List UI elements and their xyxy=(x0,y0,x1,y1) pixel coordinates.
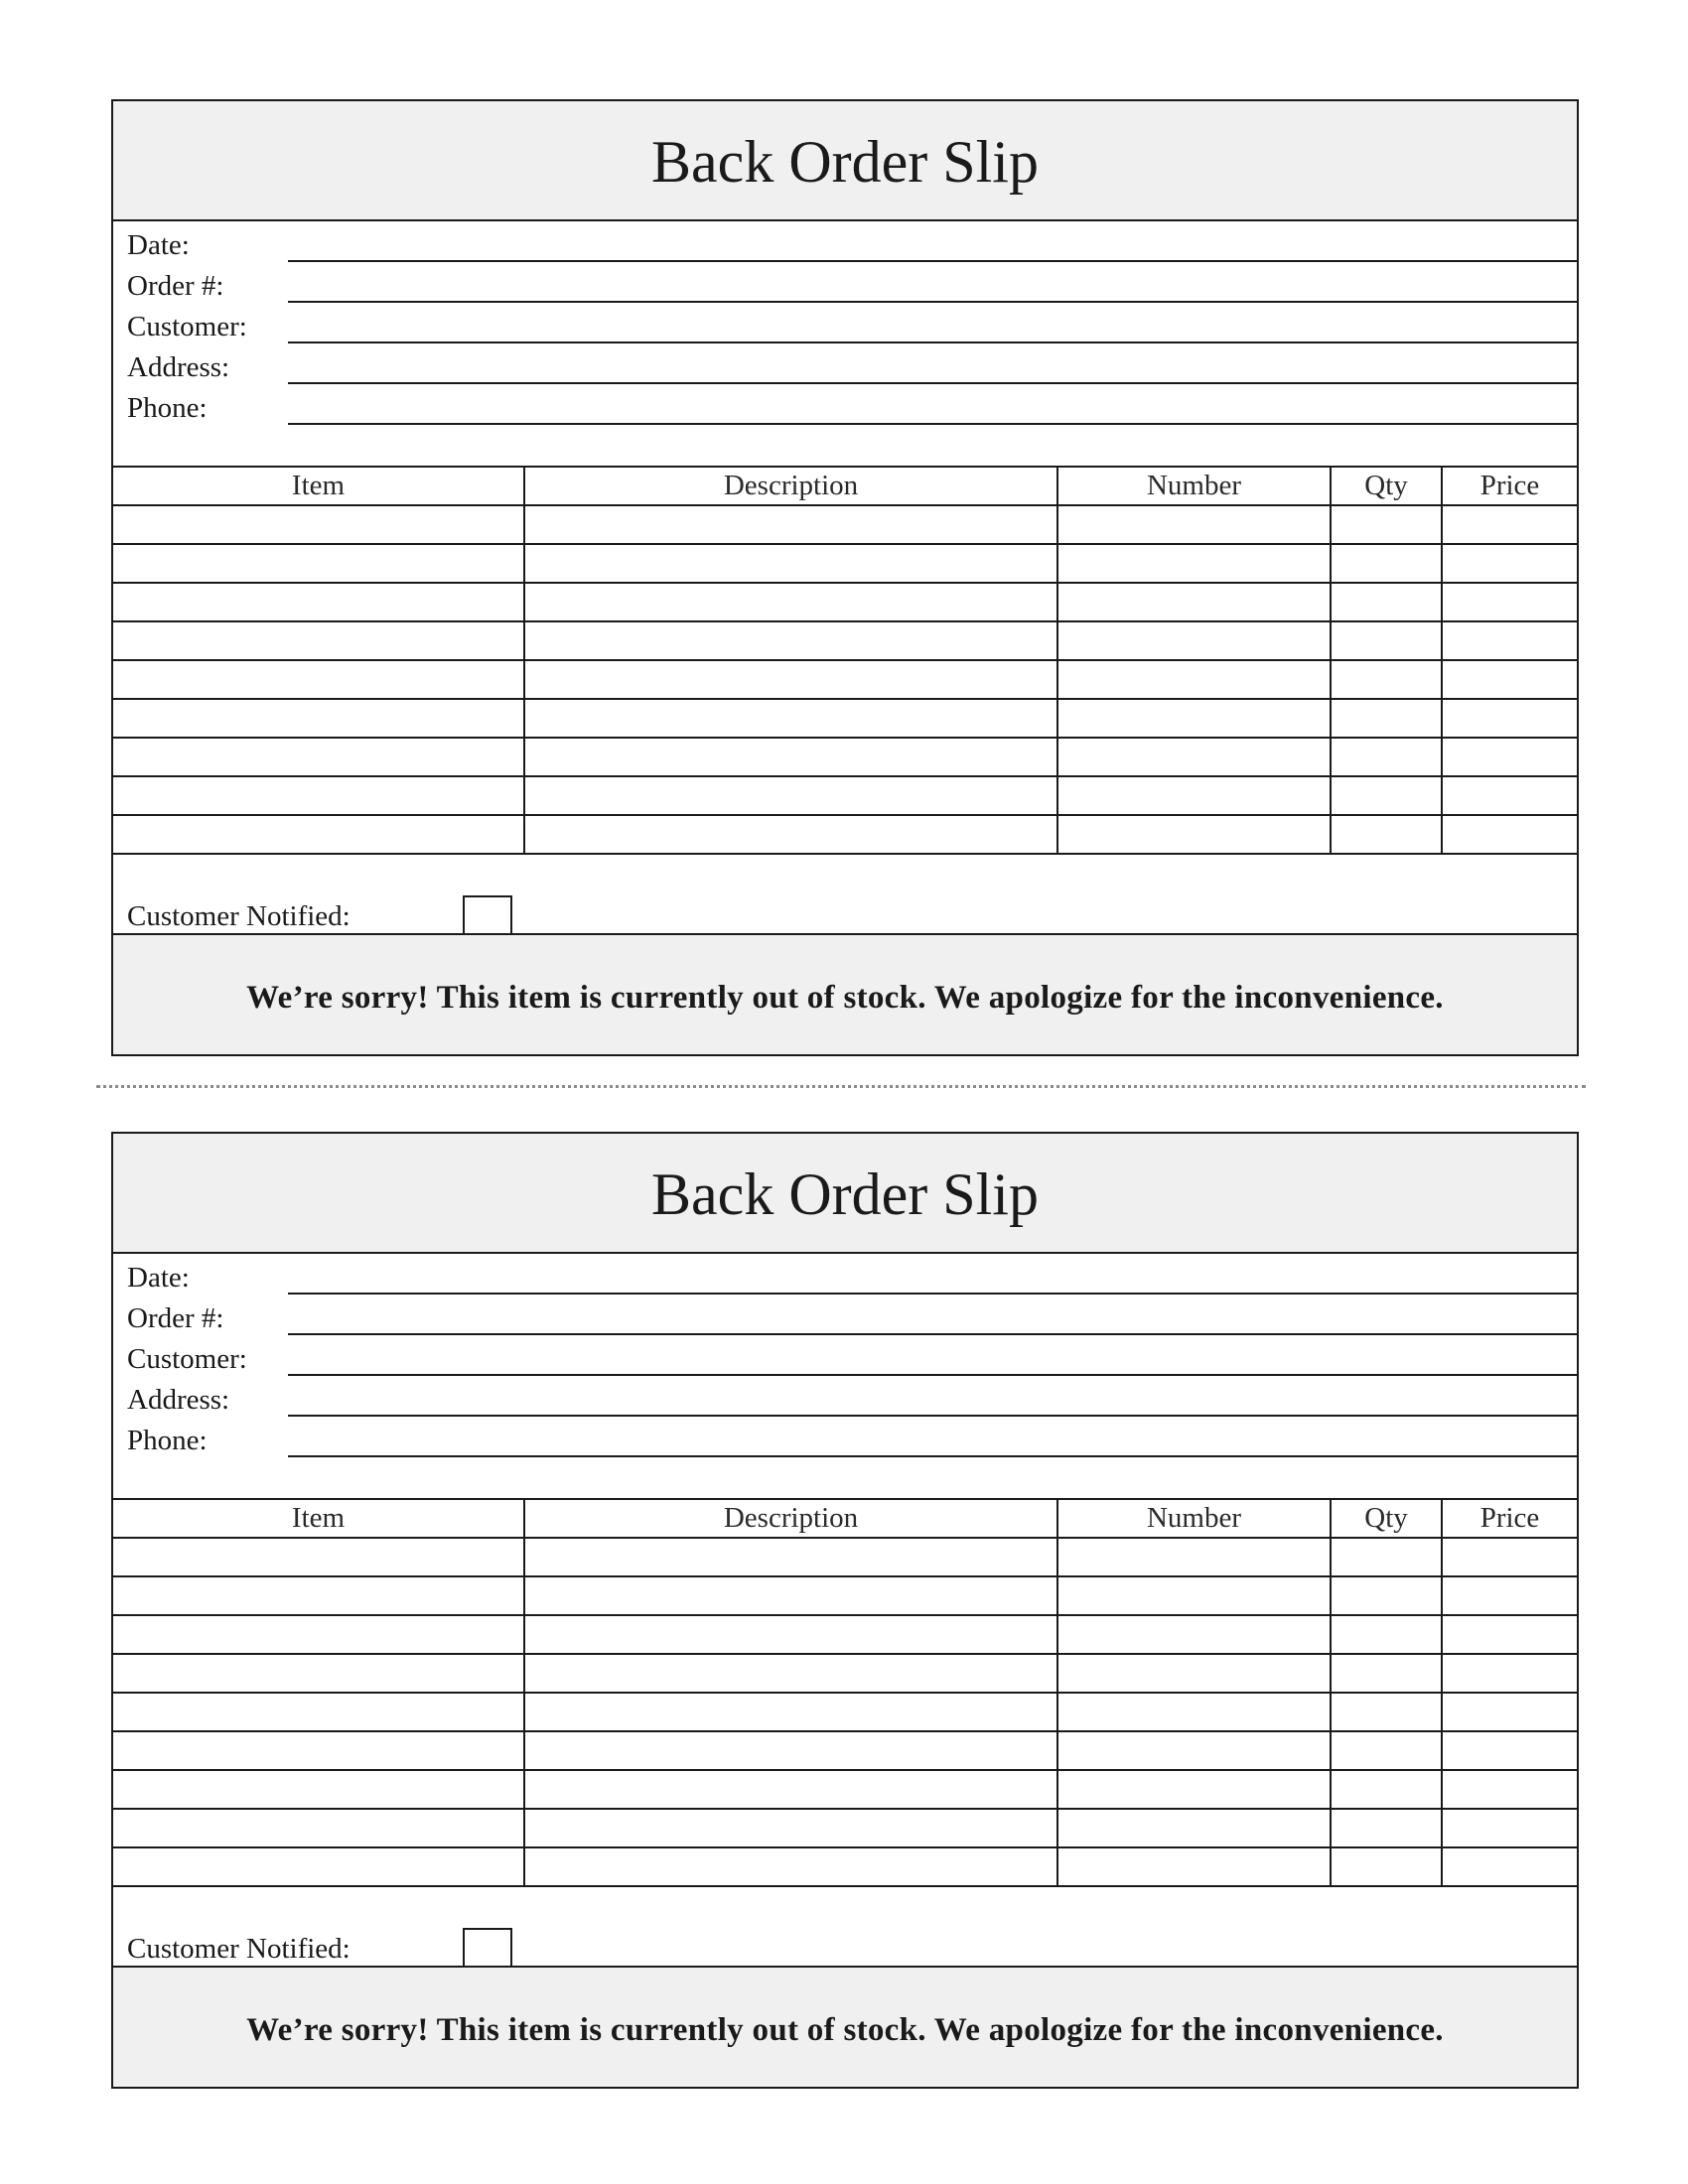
customer-label: Customer: xyxy=(127,311,247,342)
table-row xyxy=(113,1615,1577,1654)
cell-item[interactable] xyxy=(113,1576,524,1615)
table-header-row xyxy=(113,1499,1577,1538)
cell-price[interactable] xyxy=(1442,738,1577,776)
address-field-row xyxy=(113,1376,1577,1417)
cell-item[interactable] xyxy=(113,1654,524,1693)
phone-field[interactable] xyxy=(288,1455,1577,1457)
cell-item[interactable] xyxy=(113,699,524,738)
table-row xyxy=(113,815,1577,854)
items-table xyxy=(113,466,1577,855)
cell-item[interactable] xyxy=(113,1847,524,1886)
phone-field-row xyxy=(113,1417,1577,1457)
table-row xyxy=(113,738,1577,776)
table-row xyxy=(113,1809,1577,1847)
phone-field-row xyxy=(113,384,1577,425)
cell-price[interactable] xyxy=(1442,505,1577,544)
cell-number[interactable] xyxy=(1057,1847,1331,1886)
table-row xyxy=(113,1654,1577,1693)
cell-qty[interactable] xyxy=(1331,1693,1442,1731)
table-row xyxy=(113,1576,1577,1615)
customer-notified-checkbox[interactable] xyxy=(463,895,512,933)
cell-number[interactable] xyxy=(1057,621,1331,660)
column-header-number: Number xyxy=(1057,1499,1331,1538)
date-field-row xyxy=(113,221,1577,262)
slip-footer xyxy=(113,1968,1577,2087)
customer-notified-checkbox[interactable] xyxy=(463,1928,512,1966)
cell-price[interactable] xyxy=(1442,1615,1577,1654)
cell-item[interactable] xyxy=(113,583,524,621)
cell-qty[interactable] xyxy=(1331,1809,1442,1847)
cell-qty[interactable] xyxy=(1331,1654,1442,1693)
cell-price[interactable] xyxy=(1442,1654,1577,1693)
cell-price[interactable] xyxy=(1442,776,1577,815)
column-header-qty: Qty xyxy=(1331,1499,1442,1538)
cell-price[interactable] xyxy=(1442,583,1577,621)
phone-field[interactable] xyxy=(288,423,1577,425)
table-row xyxy=(113,660,1577,699)
cell-price[interactable] xyxy=(1442,815,1577,854)
items-table-body xyxy=(113,1538,1577,1886)
cell-number[interactable] xyxy=(1057,1731,1331,1770)
cell-price[interactable] xyxy=(1442,621,1577,660)
cell-price[interactable] xyxy=(1442,1847,1577,1886)
customer-notified-label: Customer Notified: xyxy=(127,1933,351,1965)
cell-qty[interactable] xyxy=(1331,544,1442,583)
out-of-stock-message: We’re sorry! This item is currently out of stock. We apologize for the inconvenience. xyxy=(246,979,1444,1016)
slip-title: Back Order Slip xyxy=(651,128,1039,195)
cell-qty[interactable] xyxy=(1331,660,1442,699)
table-row xyxy=(113,621,1577,660)
cell-qty[interactable] xyxy=(1331,505,1442,544)
customer-label: Customer: xyxy=(127,1343,247,1375)
column-header-number: Number xyxy=(1057,467,1331,505)
cell-number[interactable] xyxy=(1057,1654,1331,1693)
cell-description[interactable] xyxy=(524,1615,1057,1654)
column-header-item: Item xyxy=(113,1499,524,1538)
table-header-row xyxy=(113,467,1577,505)
table-row xyxy=(113,1538,1577,1576)
cell-qty[interactable] xyxy=(1331,1847,1442,1886)
cell-qty[interactable] xyxy=(1331,776,1442,815)
column-header-price: Price xyxy=(1442,467,1577,505)
cell-description[interactable] xyxy=(524,660,1057,699)
cell-price[interactable] xyxy=(1442,544,1577,583)
cell-description[interactable] xyxy=(524,1538,1057,1576)
cell-number[interactable] xyxy=(1057,1538,1331,1576)
cell-description[interactable] xyxy=(524,1693,1057,1731)
cell-description[interactable] xyxy=(524,583,1057,621)
cell-description[interactable] xyxy=(524,1770,1057,1809)
cell-description[interactable] xyxy=(524,621,1057,660)
cell-price[interactable] xyxy=(1442,1731,1577,1770)
out-of-stock-message: We’re sorry! This item is currently out of stock. We apologize for the inconvenience. xyxy=(246,2011,1444,2048)
table-row xyxy=(113,583,1577,621)
cell-qty[interactable] xyxy=(1331,583,1442,621)
order-number-label: Order #: xyxy=(127,270,224,302)
cell-number[interactable] xyxy=(1057,1615,1331,1654)
cell-item[interactable] xyxy=(113,1693,524,1731)
cell-description[interactable] xyxy=(524,815,1057,854)
cell-item[interactable] xyxy=(113,1615,524,1654)
column-header-item: Item xyxy=(113,467,524,505)
customer-notified-row xyxy=(113,874,1577,935)
cell-number[interactable] xyxy=(1057,776,1331,815)
cell-price[interactable] xyxy=(1442,660,1577,699)
slip-title: Back Order Slip xyxy=(651,1160,1039,1227)
cell-description[interactable] xyxy=(524,1847,1057,1886)
date-label: Date: xyxy=(127,1262,190,1294)
cell-qty[interactable] xyxy=(1331,738,1442,776)
cell-description[interactable] xyxy=(524,1654,1057,1693)
cell-description[interactable] xyxy=(524,699,1057,738)
cell-description[interactable] xyxy=(524,1576,1057,1615)
cell-qty[interactable] xyxy=(1331,1731,1442,1770)
date-label: Date: xyxy=(127,229,190,261)
table-row xyxy=(113,1731,1577,1770)
phone-label: Phone: xyxy=(127,1425,208,1456)
cell-description[interactable] xyxy=(524,738,1057,776)
cell-price[interactable] xyxy=(1442,1770,1577,1809)
slip-footer xyxy=(113,935,1577,1054)
cell-number[interactable] xyxy=(1057,505,1331,544)
cell-number[interactable] xyxy=(1057,699,1331,738)
cell-qty[interactable] xyxy=(1331,1770,1442,1809)
customer-notified-label: Customer Notified: xyxy=(127,900,351,932)
cell-price[interactable] xyxy=(1442,1538,1577,1576)
slip-header xyxy=(113,101,1577,221)
column-header-price: Price xyxy=(1442,1499,1577,1538)
cell-number[interactable] xyxy=(1057,1693,1331,1731)
cell-number[interactable] xyxy=(1057,815,1331,854)
cell-description[interactable] xyxy=(524,505,1057,544)
back-order-slip-2 xyxy=(111,1132,1579,2089)
cell-item[interactable] xyxy=(113,1538,524,1576)
table-row xyxy=(113,699,1577,738)
table-row xyxy=(113,544,1577,583)
phone-label: Phone: xyxy=(127,392,208,424)
table-row xyxy=(113,1847,1577,1886)
order-number-label: Order #: xyxy=(127,1302,224,1334)
cell-number[interactable] xyxy=(1057,544,1331,583)
table-row xyxy=(113,1770,1577,1809)
cell-number[interactable] xyxy=(1057,1576,1331,1615)
cell-qty[interactable] xyxy=(1331,1538,1442,1576)
cell-number[interactable] xyxy=(1057,660,1331,699)
cut-line-divider xyxy=(96,1085,1586,1088)
cell-description[interactable] xyxy=(524,776,1057,815)
address-field-row xyxy=(113,343,1577,384)
table-row xyxy=(113,505,1577,544)
table-row xyxy=(113,776,1577,815)
cell-description[interactable] xyxy=(524,1731,1057,1770)
cell-item[interactable] xyxy=(113,544,524,583)
cell-price[interactable] xyxy=(1442,1809,1577,1847)
address-label: Address: xyxy=(127,1384,230,1416)
cell-item[interactable] xyxy=(113,1731,524,1770)
column-header-qty: Qty xyxy=(1331,467,1442,505)
cell-qty[interactable] xyxy=(1331,1576,1442,1615)
cell-item[interactable] xyxy=(113,621,524,660)
cell-description[interactable] xyxy=(524,1809,1057,1847)
cell-item[interactable] xyxy=(113,505,524,544)
cell-qty[interactable] xyxy=(1331,621,1442,660)
cell-qty[interactable] xyxy=(1331,815,1442,854)
items-table xyxy=(113,1498,1577,1887)
customer-field-row xyxy=(113,1335,1577,1376)
table-row xyxy=(113,1693,1577,1731)
cell-number[interactable] xyxy=(1057,583,1331,621)
cell-item[interactable] xyxy=(113,660,524,699)
cell-item[interactable] xyxy=(113,776,524,815)
cell-price[interactable] xyxy=(1442,1693,1577,1731)
cell-qty[interactable] xyxy=(1331,699,1442,738)
address-label: Address: xyxy=(127,351,230,383)
cell-item[interactable] xyxy=(113,1770,524,1809)
cell-number[interactable] xyxy=(1057,1809,1331,1847)
date-field-row xyxy=(113,1254,1577,1295)
column-header-description: Description xyxy=(524,467,1057,505)
cell-price[interactable] xyxy=(1442,699,1577,738)
customer-notified-row xyxy=(113,1906,1577,1968)
customer-field-row xyxy=(113,303,1577,343)
cell-item[interactable] xyxy=(113,815,524,854)
order-number-field-row xyxy=(113,262,1577,303)
cell-description[interactable] xyxy=(524,544,1057,583)
customer-info-fields xyxy=(113,221,1577,424)
cell-price[interactable] xyxy=(1442,1576,1577,1615)
order-number-field-row xyxy=(113,1295,1577,1335)
slip-header xyxy=(113,1134,1577,1254)
items-table-body xyxy=(113,505,1577,854)
customer-info-fields xyxy=(113,1254,1577,1456)
cell-item[interactable] xyxy=(113,738,524,776)
back-order-slip-1 xyxy=(111,99,1579,1056)
cell-number[interactable] xyxy=(1057,1770,1331,1809)
column-header-description: Description xyxy=(524,1499,1057,1538)
cell-item[interactable] xyxy=(113,1809,524,1847)
cell-qty[interactable] xyxy=(1331,1615,1442,1654)
cell-number[interactable] xyxy=(1057,738,1331,776)
